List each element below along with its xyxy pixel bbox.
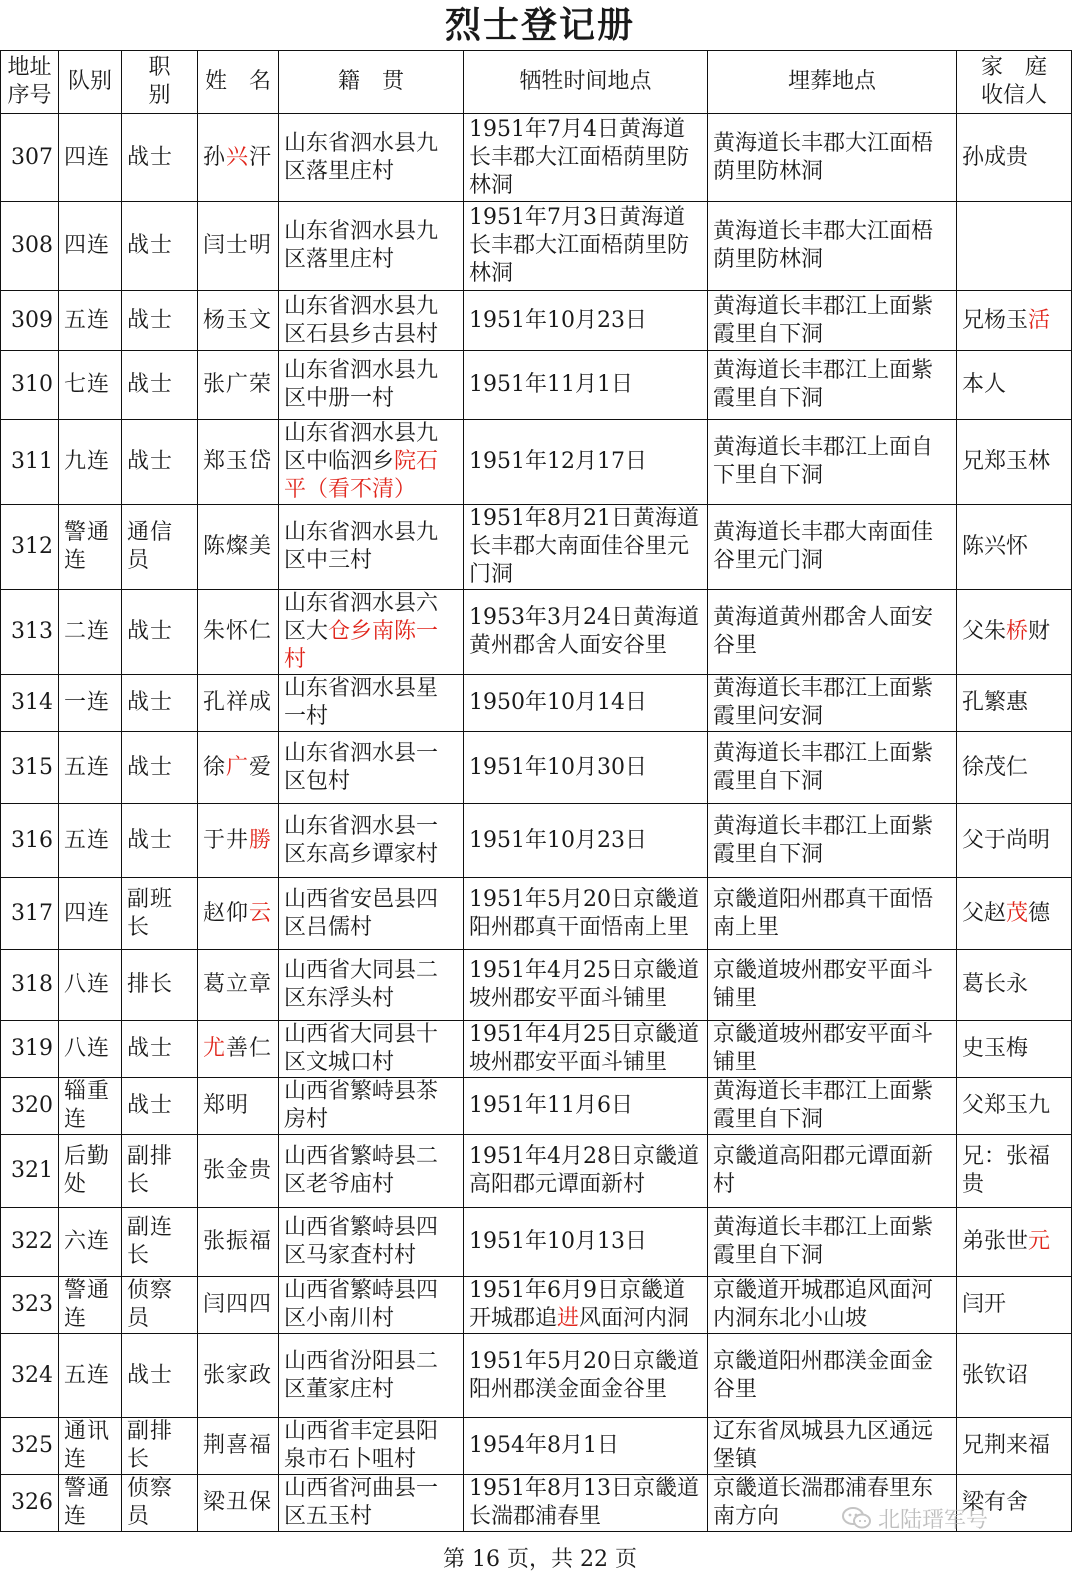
header-family: 家 庭 收信人 bbox=[957, 51, 1072, 114]
cell-role: 战士 bbox=[122, 1021, 198, 1078]
cell-burial: 黄海道长丰郡江上面紫霞里自下洞 bbox=[708, 732, 957, 804]
cell-burial: 京畿道坡州郡安平面斗铺里 bbox=[708, 1021, 957, 1078]
cell-origin: 山西省繁峙县茶房村 bbox=[279, 1078, 464, 1135]
cell-family: 陈兴怀 bbox=[957, 505, 1072, 590]
cell-name: 孔祥成 bbox=[198, 675, 279, 732]
cell-death: 1951年4月25日京畿道坡州郡安平面斗铺里 bbox=[464, 1021, 708, 1078]
cell-death: 1954年8月1日 bbox=[464, 1418, 708, 1475]
cell-death: 1951年5月20日京畿道阳州郡渼金面金谷里 bbox=[464, 1334, 708, 1418]
cell-family: 兄杨玉活 bbox=[957, 291, 1072, 351]
cell-no: 326 bbox=[1, 1475, 59, 1532]
cell-family: 徐茂仁 bbox=[957, 732, 1072, 804]
cell-unit: 四连 bbox=[59, 114, 122, 202]
cell-burial: 京畿道阳州郡渼金面金谷里 bbox=[708, 1334, 957, 1418]
cell-unit: 五连 bbox=[59, 1334, 122, 1418]
page-title: 烈士登记册 bbox=[444, 4, 635, 46]
cell-role: 排长 bbox=[122, 950, 198, 1021]
cell-burial: 京畿道阳州郡真干面悟南上里 bbox=[708, 878, 957, 950]
cell-unit: 辎重连 bbox=[59, 1078, 122, 1135]
table-row bbox=[1, 1021, 1072, 1078]
register-table bbox=[0, 50, 1072, 1532]
cell-burial: 黄海道长丰郡大江面梧荫里防林洞 bbox=[708, 114, 957, 202]
cell-burial: 黄海道长丰郡大南面佳谷里元门洞 bbox=[708, 505, 957, 590]
cell-death: 1953年3月24日黄海道黄州郡舍人面安谷里 bbox=[464, 590, 708, 675]
cell-unit: 警通连 bbox=[59, 1475, 122, 1532]
header-no: 地址 序号 bbox=[1, 51, 59, 114]
cell-origin: 山西省繁峙县二区老爷庙村 bbox=[279, 1135, 464, 1208]
watermark-text: 北陆瑨军号 bbox=[878, 1507, 989, 1533]
cell-unit: 通讯连 bbox=[59, 1418, 122, 1475]
cell-name: 张家政 bbox=[198, 1334, 279, 1418]
cell-unit: 八连 bbox=[59, 950, 122, 1021]
cell-origin: 山东省泗水县六区大仓乡南陈一村 bbox=[279, 590, 464, 675]
cell-role: 战士 bbox=[122, 1078, 198, 1135]
header-death: 牺牲时间地点 bbox=[464, 51, 708, 114]
cell-name: 于井勝 bbox=[198, 804, 279, 878]
table-row bbox=[1, 590, 1072, 675]
cell-no: 323 bbox=[1, 1277, 59, 1334]
cell-death: 1951年10月30日 bbox=[464, 732, 708, 804]
table-row bbox=[1, 1135, 1072, 1208]
cell-role: 战士 bbox=[122, 351, 198, 420]
cell-origin: 山东省泗水县九区中临泗乡院石平（看不清） bbox=[279, 420, 464, 505]
cell-unit: 四连 bbox=[59, 878, 122, 950]
cell-name: 陈燦美 bbox=[198, 505, 279, 590]
cell-role: 战士 bbox=[122, 590, 198, 675]
table-row bbox=[1, 351, 1072, 420]
cell-role: 侦察员 bbox=[122, 1475, 198, 1532]
table-row bbox=[1, 1078, 1072, 1135]
cell-unit: 五连 bbox=[59, 291, 122, 351]
header-burial: 埋葬地点 bbox=[708, 51, 957, 114]
table-row bbox=[1, 202, 1072, 291]
cell-family: 父于尚明 bbox=[957, 804, 1072, 878]
cell-burial: 黄海道长丰郡江上面紫霞里问安洞 bbox=[708, 675, 957, 732]
highlighted-text: 勝 bbox=[249, 827, 273, 853]
cell-name: 葛立章 bbox=[198, 950, 279, 1021]
cell-family: 孙成贵 bbox=[957, 114, 1072, 202]
cell-family: 父郑玉九 bbox=[957, 1078, 1072, 1135]
cell-role: 副连长 bbox=[122, 1208, 198, 1277]
cell-origin: 山西省河曲县一区五玉村 bbox=[279, 1475, 464, 1532]
cell-role: 战士 bbox=[122, 675, 198, 732]
cell-no: 309 bbox=[1, 291, 59, 351]
cell-unit: 警通连 bbox=[59, 505, 122, 590]
cell-death: 1951年10月23日 bbox=[464, 291, 708, 351]
cell-no: 322 bbox=[1, 1208, 59, 1277]
table-row bbox=[1, 420, 1072, 505]
table-row bbox=[1, 505, 1072, 590]
cell-origin: 山东省泗水县一区包村 bbox=[279, 732, 464, 804]
highlighted-text: 院石平（看不清） bbox=[284, 449, 439, 502]
cell-burial: 黄海道长丰郡江上面紫霞里自下洞 bbox=[708, 804, 957, 878]
cell-name: 郑玉岱 bbox=[198, 420, 279, 505]
cell-no: 307 bbox=[1, 114, 59, 202]
header-row bbox=[1, 51, 1072, 114]
highlighted-text: 茂 bbox=[1006, 900, 1029, 926]
cell-role: 战士 bbox=[122, 291, 198, 351]
cell-death: 1951年10月23日 bbox=[464, 804, 708, 878]
table-row bbox=[1, 1418, 1072, 1475]
cell-death: 1951年7月3日黄海道长丰郡大江面梧荫里防林洞 bbox=[464, 202, 708, 291]
highlighted-text: 进 bbox=[557, 1306, 580, 1331]
cell-name: 梁丑保 bbox=[198, 1475, 279, 1532]
cell-origin: 山东省泗水县九区石县乡古县村 bbox=[279, 291, 464, 351]
cell-burial: 黄海道长丰郡江上面紫霞里自下洞 bbox=[708, 1208, 957, 1277]
cell-family: 弟张世元 bbox=[957, 1208, 1072, 1277]
cell-origin: 山西省大同县二区东浮头村 bbox=[279, 950, 464, 1021]
highlighted-text: 桥 bbox=[1006, 619, 1029, 644]
table-row bbox=[1, 878, 1072, 950]
cell-name: 孙兴汗 bbox=[198, 114, 279, 202]
header-origin: 籍 贯 bbox=[279, 51, 464, 114]
cell-no: 314 bbox=[1, 675, 59, 732]
cell-death: 1951年4月28日京畿道高阳郡元谭面新村 bbox=[464, 1135, 708, 1208]
cell-unit: 警通连 bbox=[59, 1277, 122, 1334]
cell-family: 孔繁惠 bbox=[957, 675, 1072, 732]
cell-no: 313 bbox=[1, 590, 59, 675]
cell-origin: 山西省大同县十区文城口村 bbox=[279, 1021, 464, 1078]
highlighted-text: 兴 bbox=[226, 144, 250, 170]
cell-name: 荆喜福 bbox=[198, 1418, 279, 1475]
cell-no: 315 bbox=[1, 732, 59, 804]
cell-no: 317 bbox=[1, 878, 59, 950]
cell-burial: 黄海道长丰郡江上面紫霞里自下洞 bbox=[708, 351, 957, 420]
cell-no: 308 bbox=[1, 202, 59, 291]
cell-burial: 京畿道长湍郡浦春里东南方向 bbox=[708, 1475, 957, 1532]
table-body bbox=[1, 114, 1072, 1532]
table-row bbox=[1, 114, 1072, 202]
cell-family: 梁有舍 bbox=[957, 1475, 1072, 1532]
cell-name: 徐广爱 bbox=[198, 732, 279, 804]
cell-death: 1951年7月4日黄海道长丰郡大江面梧荫里防林洞 bbox=[464, 114, 708, 202]
cell-family: 兄荆来福 bbox=[957, 1418, 1072, 1475]
table-row bbox=[1, 1334, 1072, 1418]
highlighted-text: 仓乡南陈一村 bbox=[284, 619, 439, 672]
cell-unit: 一连 bbox=[59, 675, 122, 732]
cell-burial: 辽东省凤城县九区通远堡镇 bbox=[708, 1418, 957, 1475]
cell-death: 1950年10月14日 bbox=[464, 675, 708, 732]
cell-burial: 黄海道长丰郡江上面紫霞里自下洞 bbox=[708, 291, 957, 351]
watermark bbox=[842, 1502, 988, 1534]
header-name: 姓 名 bbox=[198, 51, 279, 114]
header-unit: 队别 bbox=[59, 51, 122, 114]
table-row bbox=[1, 950, 1072, 1021]
cell-no: 319 bbox=[1, 1021, 59, 1078]
cell-death: 1951年8月21日黄海道长丰郡大南面佳谷里元门洞 bbox=[464, 505, 708, 590]
cell-burial: 黄海道长丰郡江上面紫霞里自下洞 bbox=[708, 1078, 957, 1135]
cell-family: 闫开 bbox=[957, 1277, 1072, 1334]
cell-name: 张金贵 bbox=[198, 1135, 279, 1208]
cell-origin: 山西省汾阳县二区董家庄村 bbox=[279, 1334, 464, 1418]
cell-origin: 山东省泗水县九区落里庄村 bbox=[279, 202, 464, 291]
cell-no: 320 bbox=[1, 1078, 59, 1135]
table-row bbox=[1, 291, 1072, 351]
cell-family: 张钦诏 bbox=[957, 1334, 1072, 1418]
cell-role: 战士 bbox=[122, 732, 198, 804]
cell-burial: 黄海道长丰郡江上面自下里自下洞 bbox=[708, 420, 957, 505]
cell-role: 副班长 bbox=[122, 878, 198, 950]
header-role: 职 别 bbox=[122, 51, 198, 114]
table-row bbox=[1, 732, 1072, 804]
cell-family: 本人 bbox=[957, 351, 1072, 420]
cell-role: 战士 bbox=[122, 202, 198, 291]
cell-role: 副排长 bbox=[122, 1135, 198, 1208]
cell-death: 1951年10月13日 bbox=[464, 1208, 708, 1277]
cell-unit: 二连 bbox=[59, 590, 122, 675]
table-row bbox=[1, 675, 1072, 732]
cell-name: 张振福 bbox=[198, 1208, 279, 1277]
cell-family bbox=[957, 202, 1072, 291]
cell-no: 316 bbox=[1, 804, 59, 878]
cell-role: 战士 bbox=[122, 1334, 198, 1418]
cell-role: 通信员 bbox=[122, 505, 198, 590]
cell-name: 闫四四 bbox=[198, 1277, 279, 1334]
cell-role: 战士 bbox=[122, 804, 198, 878]
cell-burial: 京畿道坡州郡安平面斗铺里 bbox=[708, 950, 957, 1021]
cell-unit: 五连 bbox=[59, 732, 122, 804]
highlighted-text: 尤 bbox=[203, 1036, 227, 1061]
cell-no: 311 bbox=[1, 420, 59, 505]
cell-name: 郑明 bbox=[198, 1078, 279, 1135]
cell-no: 324 bbox=[1, 1334, 59, 1418]
cell-unit: 四连 bbox=[59, 202, 122, 291]
cell-no: 312 bbox=[1, 505, 59, 590]
cell-family: 父赵茂德 bbox=[957, 878, 1072, 950]
highlighted-text: 云 bbox=[249, 900, 273, 926]
cell-death: 1951年11月6日 bbox=[464, 1078, 708, 1135]
cell-no: 325 bbox=[1, 1418, 59, 1475]
cell-no: 310 bbox=[1, 351, 59, 420]
highlighted-text: 元 bbox=[1028, 1229, 1051, 1254]
table-row bbox=[1, 1208, 1072, 1277]
cell-no: 321 bbox=[1, 1135, 59, 1208]
cell-burial: 黄海道长丰郡大江面梧荫里防林洞 bbox=[708, 202, 957, 291]
cell-origin: 山东省泗水县九区落里庄村 bbox=[279, 114, 464, 202]
cell-role: 战士 bbox=[122, 114, 198, 202]
cell-no: 318 bbox=[1, 950, 59, 1021]
cell-unit: 五连 bbox=[59, 804, 122, 878]
cell-origin: 山西省安邑县四区吕儒村 bbox=[279, 878, 464, 950]
wechat-icon bbox=[842, 1507, 872, 1529]
cell-unit: 九连 bbox=[59, 420, 122, 505]
cell-name: 闫士明 bbox=[198, 202, 279, 291]
cell-name: 杨玉文 bbox=[198, 291, 279, 351]
cell-origin: 山西省丰定县阳泉市石卜咀村 bbox=[279, 1418, 464, 1475]
highlighted-text: 活 bbox=[1028, 307, 1051, 333]
cell-family: 兄：张福贵 bbox=[957, 1135, 1072, 1208]
cell-origin: 山西省繁峙县四区小南川村 bbox=[279, 1277, 464, 1334]
cell-death: 1951年6月9日京畿道开城郡追进风面河内洞 bbox=[464, 1277, 708, 1334]
cell-unit: 六连 bbox=[59, 1208, 122, 1277]
cell-unit: 八连 bbox=[59, 1021, 122, 1078]
cell-family: 史玉梅 bbox=[957, 1021, 1072, 1078]
cell-name: 赵仰云 bbox=[198, 878, 279, 950]
cell-origin: 山东省泗水县星一村 bbox=[279, 675, 464, 732]
cell-role: 侦察员 bbox=[122, 1277, 198, 1334]
cell-burial: 京畿道开城郡追风面河内洞东北小山坡 bbox=[708, 1277, 957, 1334]
cell-origin: 山东省泗水县九区中三村 bbox=[279, 505, 464, 590]
cell-burial: 黄海道黄州郡舍人面安谷里 bbox=[708, 590, 957, 675]
cell-origin: 山东省泗水县一区东高乡谭家村 bbox=[279, 804, 464, 878]
table-row bbox=[1, 1277, 1072, 1334]
cell-death: 1951年5月20日京畿道阳州郡真干面悟南上里 bbox=[464, 878, 708, 950]
cell-death: 1951年12月17日 bbox=[464, 420, 708, 505]
cell-origin: 山东省泗水县九区中册一村 bbox=[279, 351, 464, 420]
cell-name: 朱怀仁 bbox=[198, 590, 279, 675]
cell-unit: 后勤处 bbox=[59, 1135, 122, 1208]
cell-role: 副排长 bbox=[122, 1418, 198, 1475]
cell-family: 葛长永 bbox=[957, 950, 1072, 1021]
cell-death: 1951年11月1日 bbox=[464, 351, 708, 420]
table-row bbox=[1, 804, 1072, 878]
cell-origin: 山西省繁峙县四区马家査村村 bbox=[279, 1208, 464, 1277]
cell-burial: 京畿道高阳郡元谭面新村 bbox=[708, 1135, 957, 1208]
cell-family: 兄郑玉林 bbox=[957, 420, 1072, 505]
cell-death: 1951年4月25日京畿道坡州郡安平面斗铺里 bbox=[464, 950, 708, 1021]
cell-death: 1951年8月13日京畿道长湍郡浦春里 bbox=[464, 1475, 708, 1532]
cell-unit: 七连 bbox=[59, 351, 122, 420]
cell-name: 尤善仁 bbox=[198, 1021, 279, 1078]
cell-family: 父朱桥财 bbox=[957, 590, 1072, 675]
cell-name: 张广荣 bbox=[198, 351, 279, 420]
cell-role: 战士 bbox=[122, 420, 198, 505]
page-footer: 第 16 页，共 22 页 bbox=[443, 1547, 637, 1572]
highlighted-text: 广 bbox=[226, 754, 250, 780]
